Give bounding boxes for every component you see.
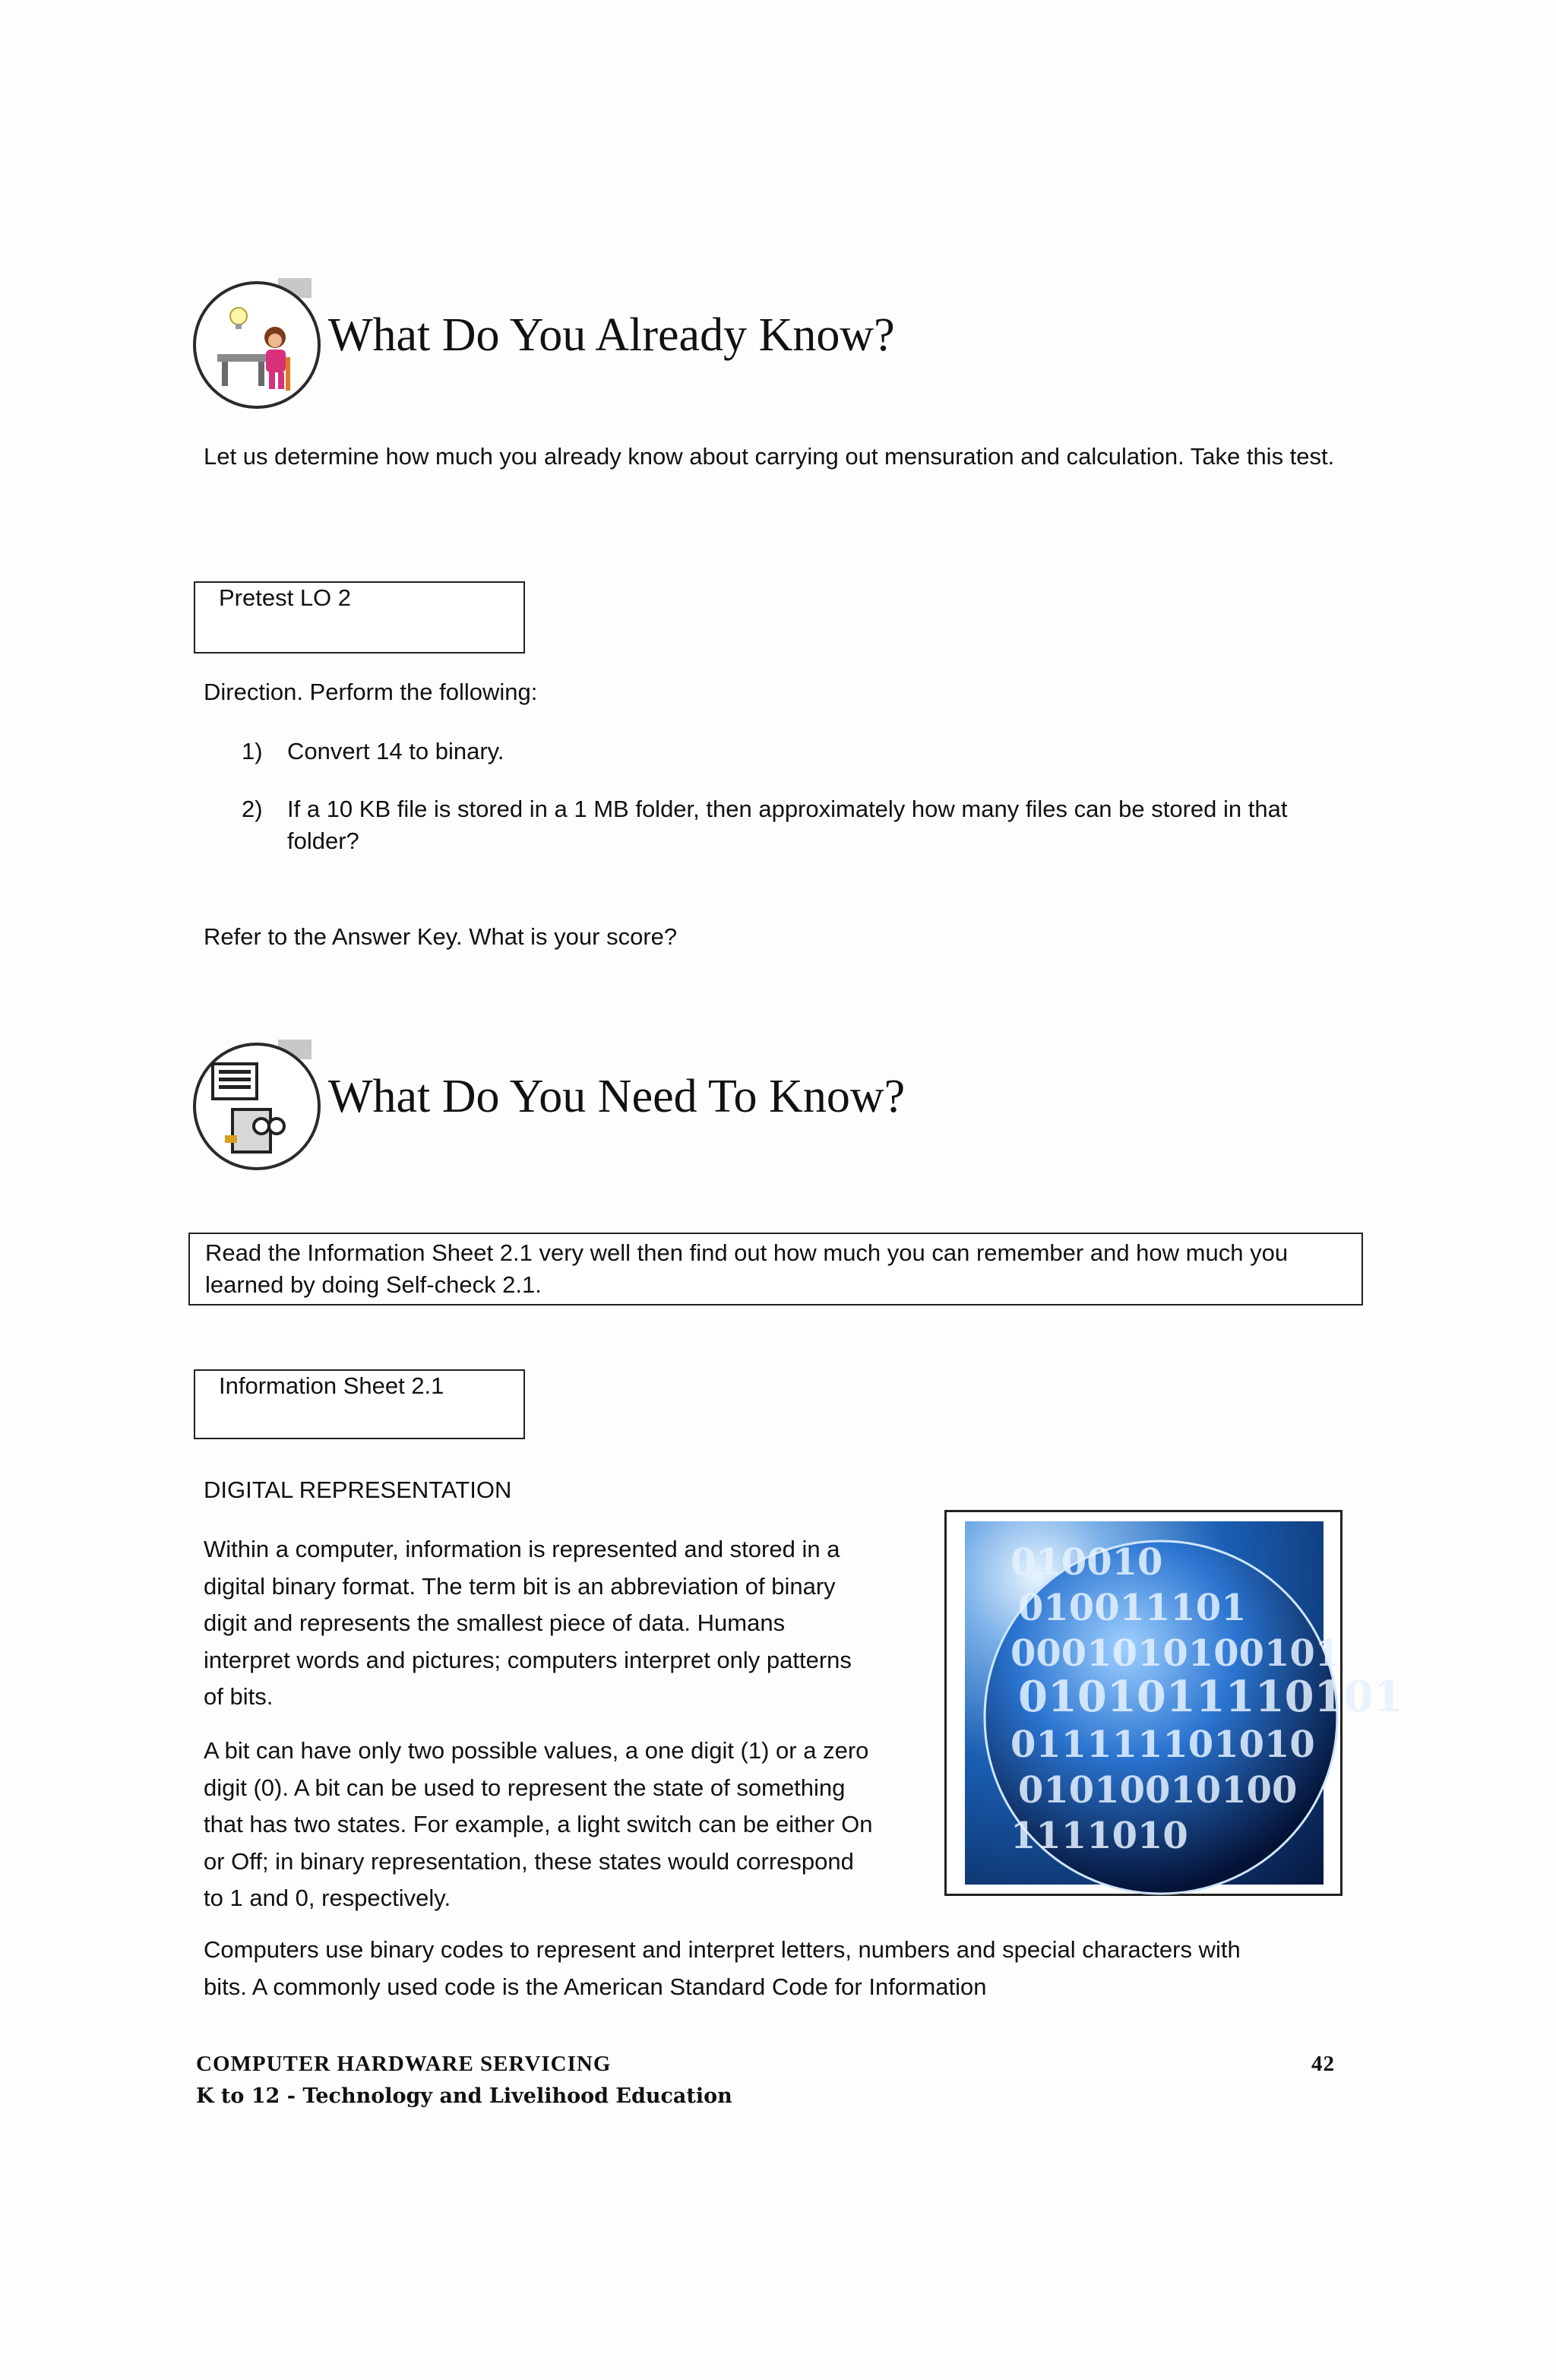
list-number: 1)	[242, 738, 263, 764]
globe-binary-row: 010011101	[1018, 1587, 1247, 1629]
footer-title: COMPUTER HARDWARE SERVICING	[196, 2052, 612, 2076]
info-sheet-label: Information Sheet 2.1	[219, 1372, 444, 1399]
list-number: 2)	[242, 796, 263, 822]
footer-subtitle: K to 12 - Technology and Livelihood Education	[196, 2084, 732, 2108]
globe-binary-row: 010010	[1010, 1541, 1163, 1584]
section-heading-need-know: What Do You Need To Know?	[328, 1071, 906, 1122]
globe-binary-row: 011111101010	[1010, 1723, 1315, 1766]
paragraph: Within a computer, information is represented and stored in a digital binary format. The term bit is an abbreviation of binary digit and represents the smallest piece of data. Humans interpret words and pictures; computers interpret only patterns of bits.	[204, 1536, 852, 1710]
score-prompt: Refer to the Answer Key. What is your score?	[204, 923, 678, 950]
paragraph: A bit can have only two possible values, a one digit (1) or a zero digit (0). A bit can be used to represent the state of something that has two states. For example, a light switch can be either On or Off; in binary representation, these states would correspond to 1 and 0, respectively.	[204, 1737, 873, 1911]
globe-graphic	[965, 1521, 1403, 1885]
closing-paragraph: Computers use binary codes to represent and interpret letters, numbers and special characters with bits. A commonly used code is the American Standard Code for Information	[204, 1936, 1241, 2000]
pretest-label: Pretest LO 2	[219, 584, 352, 611]
globe-binary-row: 0101011110101	[1018, 1672, 1403, 1722]
globe-binary-row: 1111010	[1010, 1815, 1188, 1857]
pretest-label-box	[194, 581, 525, 654]
reading-book-icon	[193, 1043, 321, 1170]
list-text: If a 10 KB file is stored in a 1 MB folder, then approximately how many files can be stored in that folder?	[287, 796, 1288, 854]
page-number: 42	[1311, 2052, 1335, 2076]
globe-binary-row: 0001010100101	[1010, 1632, 1341, 1675]
direction-text: Direction. Perform the following:	[204, 679, 538, 705]
instruction-box	[188, 1233, 1363, 1306]
instruction-text: Read the Information Sheet 2.1 very well then find out how much you can remember and how much you learned by doing Self-check 2.1.	[205, 1239, 1289, 1298]
section-already-know-header	[193, 278, 953, 415]
section-need-know-header	[193, 1040, 953, 1176]
binary-globe-image-frame	[944, 1510, 1403, 1896]
intro-paragraph: Let us determine how much you already know about carrying out mensuration and calculation. Take this test.	[204, 443, 1335, 470]
section-heading-already-know: What Do You Already Know?	[328, 309, 895, 361]
info-sheet-label-box	[194, 1369, 525, 1439]
globe-binary-row: 01010010100	[1018, 1769, 1298, 1812]
list-item	[242, 736, 1343, 767]
topic-heading: DIGITAL REPRESENTATION	[204, 1476, 512, 1503]
list-text: Convert 14 to binary.	[287, 738, 504, 764]
list-item	[242, 793, 1343, 857]
binary-globe-image	[965, 1521, 1403, 1885]
student-at-desk-icon	[193, 281, 321, 409]
